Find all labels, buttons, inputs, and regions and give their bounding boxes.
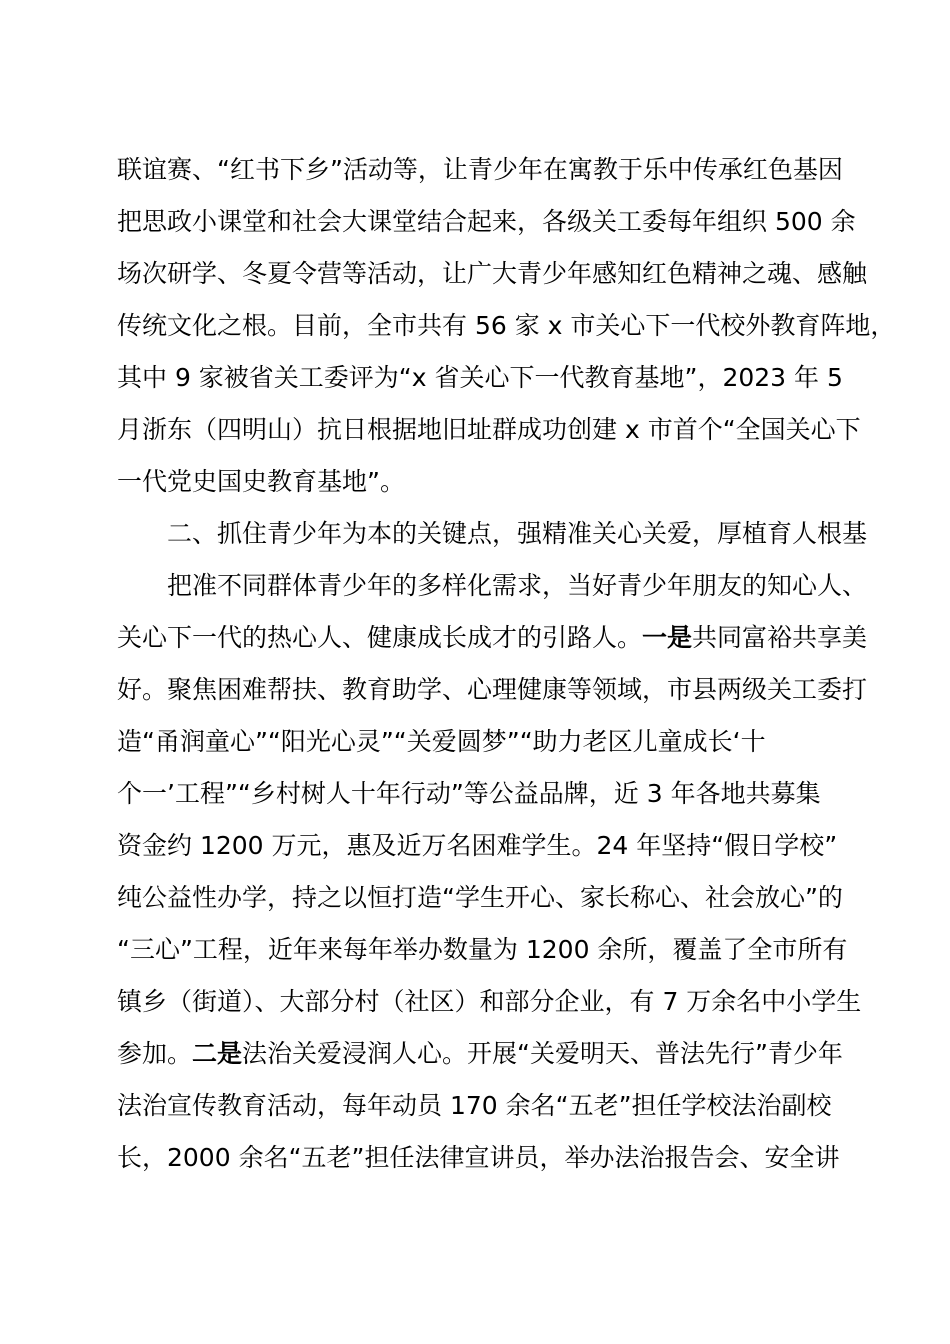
text-line: 资金约 1200 万元，惠及近万名困难学生。24 年坚持“假日学校”: [117, 831, 838, 860]
text-line: 其中 9 家被省关工委评为“x 省关心下一代教育基地”，2023 年 5: [117, 363, 843, 392]
text-line: 关心下一代的热心人、健康成长成才的引路人。一是共同富裕共享美: [117, 623, 868, 652]
bold-lead: 一是: [642, 623, 693, 652]
text-line: 月浙东（四明山）抗日根据地旧址群成功创建 x 市首个“全国关心下: [117, 415, 861, 444]
bold-lead: 二是: [192, 1039, 243, 1068]
text-line: 参加。二是法治关爱浸润人心。开展“关爱明天、普法先行”青少年: [117, 1039, 843, 1068]
text-line: 一代党史国史教育基地”。: [117, 467, 405, 496]
section-heading: 二、抓住青少年为本的关键点，强精准关心关爱，厚植育人根基: [167, 519, 868, 548]
text-line: 场次研学、冬夏令营等活动，让广大青少年感知红色精神之魂、感触: [117, 259, 868, 288]
text-line: 长，2000 余名“五老”担任法律宣讲员，举办法治报告会、安全讲: [117, 1143, 840, 1172]
text-line: 法治宣传教育活动，每年动员 170 余名“五老”担任学校法治副校: [117, 1091, 832, 1120]
text-line: 把思政小课堂和社会大课堂结合起来，各级关工委每年组织 500 余: [117, 207, 856, 236]
text-line: 镇乡（街道）、大部分村（社区）和部分企业，有 7 万余名中小学生: [117, 987, 862, 1016]
text-line: 联谊赛、“红书下乡”活动等，让青少年在寓教于乐中传承红色基因: [117, 155, 843, 184]
text-line: 个一’工程”“乡村树人十年行动”等公益品牌，近 3 年各地共募集: [117, 779, 821, 808]
text-line: “三心”工程，近年来每年举办数量为 1200 余所，覆盖了全市所有: [117, 935, 848, 964]
text-line: 纯公益性办学，持之以恒打造“学生开心、家长称心、社会放心”的: [117, 883, 843, 912]
text-line: 传统文化之根。目前，全市共有 56 家 x 市关心下一代校外教育阵地，: [117, 311, 896, 340]
text-line: 造“甬润童心”“阳光心灵”“关爱圆梦”“助力老区儿童成长‘十: [117, 727, 766, 756]
text-line: 好。聚焦困难帮扶、教育助学、心理健康等领域，市县两级关工委打: [117, 675, 868, 704]
text-line: 把准不同群体青少年的多样化需求，当好青少年朋友的知心人、: [167, 571, 868, 600]
